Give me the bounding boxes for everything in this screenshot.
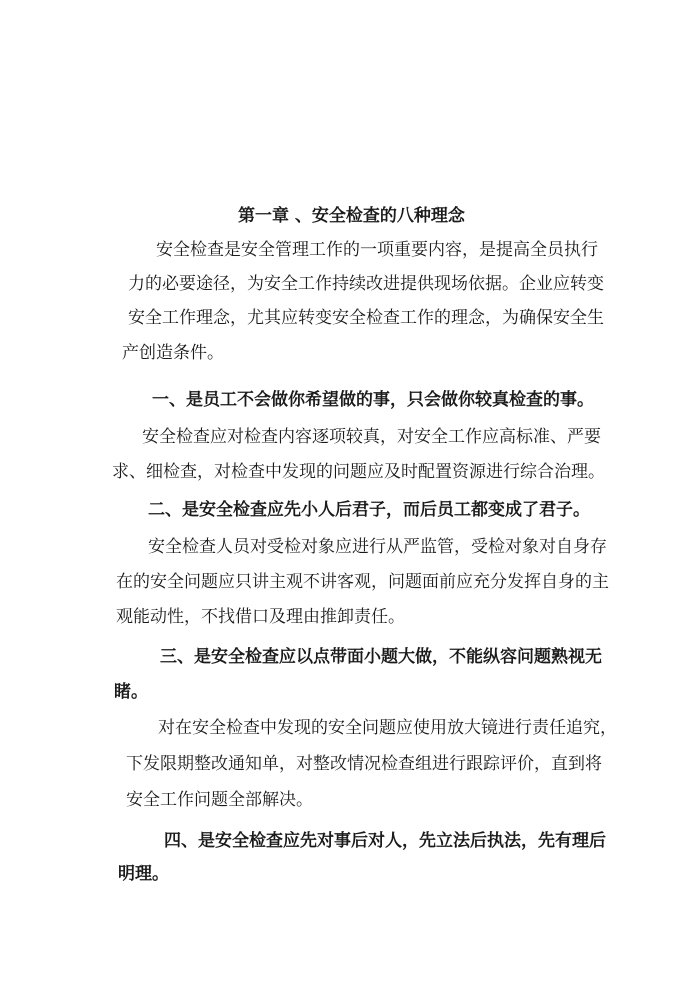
section-heading: 一、是员工不会做你希望做的事，只会做你较真检查的事。	[152, 390, 594, 410]
section-body-line: 下发限期整改通知单，对整改情况检查组进行跟踪评价，直到将	[126, 754, 602, 774]
section-body-line: 求、细检查，对检查中发现的问题应及时配置资源进行综合治理。	[112, 462, 605, 482]
section-heading: 三、是安全检查应以点带面小题大做，不能纵容问题熟视无	[160, 647, 602, 667]
section-heading: 二、是安全检查应先小人后君子，而后员工都变成了君子。	[148, 500, 590, 520]
section-heading: 四、是安全检查应先对事后对人，先立法后执法，先有理后	[164, 831, 606, 851]
section-heading: 明理。	[118, 864, 169, 884]
section-body-line: 安全检查人员对受检对象应进行从严监管，受检对象对自身存	[148, 537, 607, 557]
chapter-title: 第一章 、安全检查的八种理念	[238, 206, 465, 226]
intro-line: 安全工作理念，尤其应转变安全检查工作的理念，为确保安全生	[128, 308, 604, 328]
section-body-line: 在的安全问题应只讲主观不讲客观，问题面前应充分发挥自身的主	[116, 572, 609, 592]
section-body-line: 安全工作问题全部解决。	[126, 790, 313, 810]
section-body-line: 安全检查应对检查内容逐项较真，对安全工作应高标准、严要	[142, 427, 601, 447]
intro-line: 力的必要途径，为安全工作持续改进提供现场依据。企业应转变	[128, 274, 604, 294]
section-body-line: 对在安全检查中发现的安全问题应使用放大镜进行责任追究，	[158, 718, 617, 738]
section-heading: 睹。	[114, 682, 148, 702]
intro-line: 安全检查是安全管理工作的一项重要内容，是提高全员执行	[156, 240, 598, 260]
section-body-line: 观能动性，不找借口及理由推卸责任。	[116, 607, 405, 627]
intro-line: 产创造条件。	[122, 343, 224, 363]
